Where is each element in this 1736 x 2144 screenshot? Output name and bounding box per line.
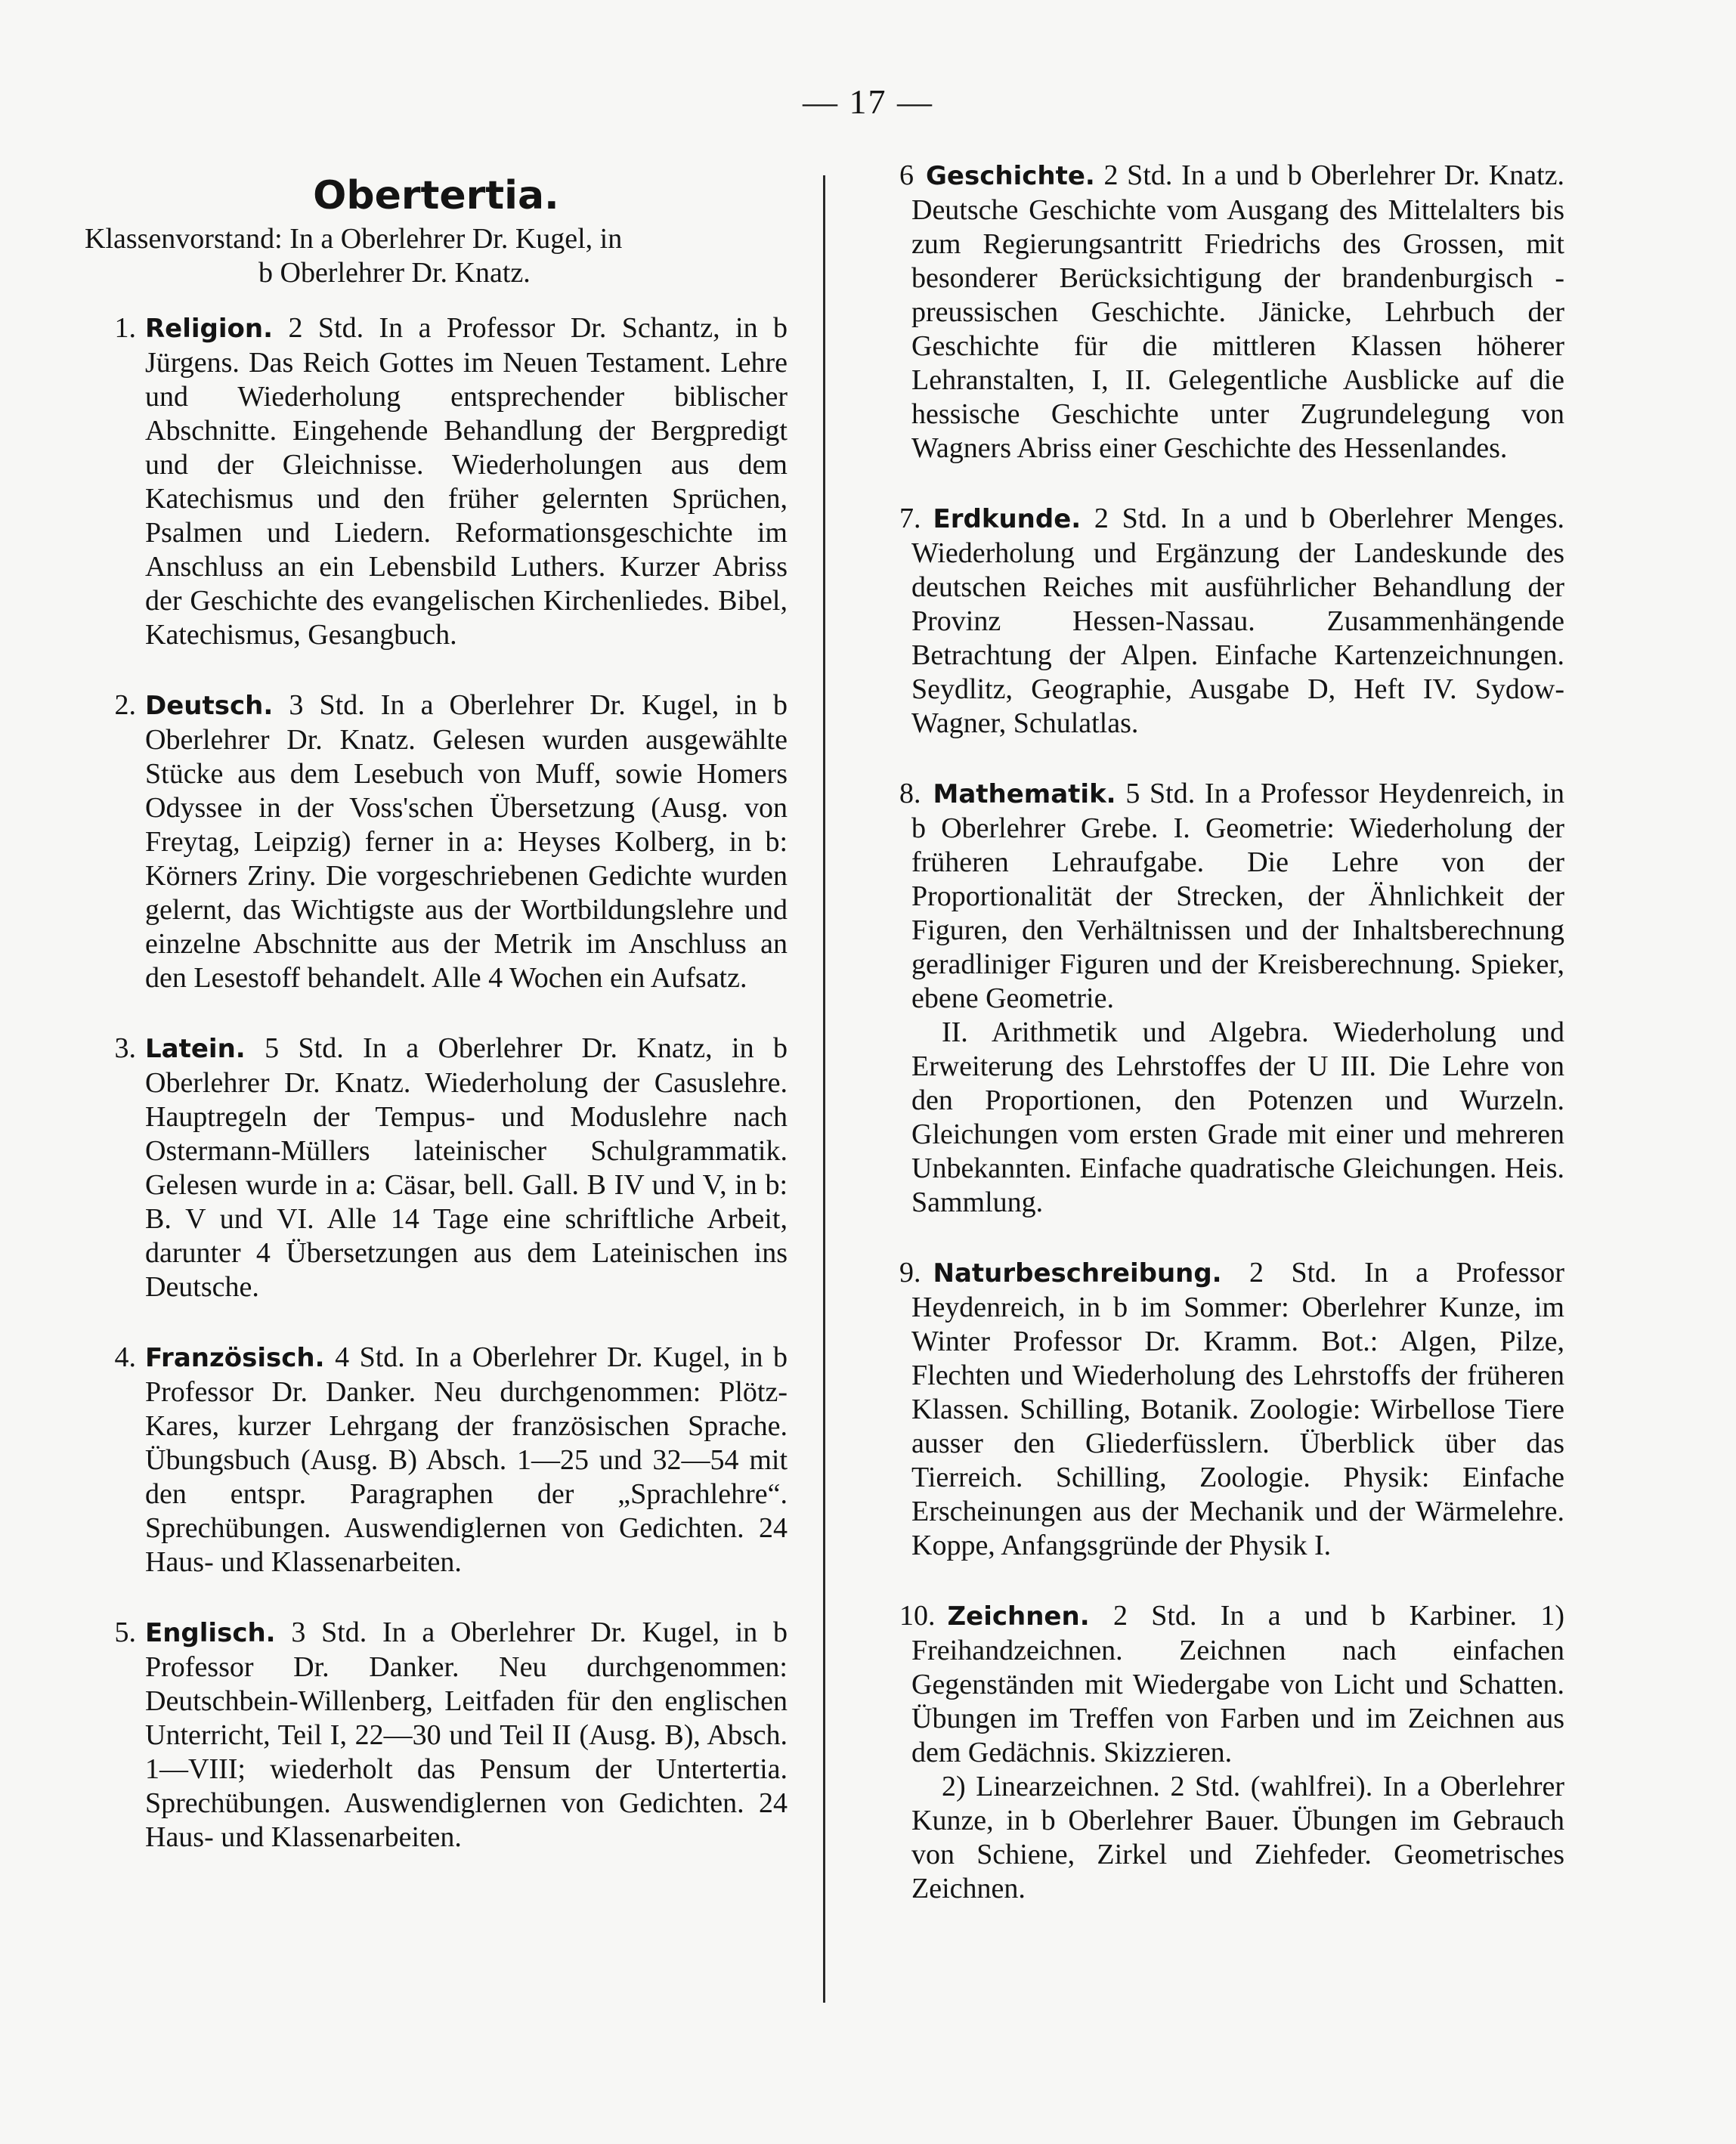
page-number: — 17 — [803, 82, 933, 121]
entry-text-2: 2) Linearzeichnen. 2 Std. (wahlfrei). In a Oberlehrer Kunze, in b Oberlehrer Bauer. Übungen im Gebrauch von Schiene, Zirkel und Ziehfeder. Geometrisches Zeichnen. [911, 1771, 1564, 1904]
entry-subject: Naturbeschreibung. [933, 1258, 1222, 1289]
entry-mathematik [899, 777, 1564, 1220]
entry-englisch [85, 1616, 788, 1855]
entry-text-2: II. Arithmetik und Algebra. Wiederholung und Erweiterung des Lehrstoffes der U III. Die Lehre von den Proportionen, den Potenzen und Wurzeln. Gleichungen vom ersten Grade mit einer und mehreren Unbekannten. Einfache quadratische Gleichungen. Heis. Sammlung. [911, 1016, 1564, 1218]
entry-text: 5 Std. In a Professor Heydenreich, in b Oberlehrer Grebe. I. Geometrie: Wiederholung der früheren Lehraufgabe. Die Lehre von der Proportionalität der Strecken, der Ähnlichkeit der Figuren, den Verhältnissen und der Inhaltsberechnung geradliniger Figuren und der Kreisberechnung. Spieker, ebene Geometrie. [911, 778, 1565, 1014]
entry-number: 2. [114, 689, 136, 721]
entry-subject: Erdkunde. [933, 504, 1082, 534]
entry-number: 4. [114, 1341, 136, 1373]
entry-number: 1. [114, 312, 136, 344]
section-title: Obertertia. [313, 173, 559, 218]
entry-number: 8. [899, 778, 921, 809]
entry-number: 3. [114, 1032, 136, 1064]
entry-subject: Latein. [145, 1034, 246, 1064]
entry-subject: Englisch. [145, 1618, 276, 1648]
class-teacher-label: Klassenvorstand: [85, 223, 283, 255]
class-teacher [85, 222, 788, 290]
entry-text: 4 Std. In a Oberlehrer Dr. Kugel, in b Professor Dr. Danker. Neu durchgenommen: Plötz-Kares, kurzer Lehrgang der französischen Sprache. Übungsbuch (Ausg. B) Absch. 1—25 und 32—54 mit den entspr. Paragraphen der „Sprachlehre“. Sprechübungen. Auswendiglernen von Gedichten. 24 Haus- und Klassenarbeiten. [145, 1341, 788, 1578]
entry-subject: Geschichte. [926, 161, 1095, 191]
entry-subject: Deutsch. [145, 691, 274, 721]
entry-deutsch [85, 688, 788, 995]
entry-number: 9. [899, 1257, 921, 1289]
entry-religion [85, 311, 788, 652]
column-divider [823, 175, 825, 2003]
entry-naturbeschreibung [899, 1256, 1564, 1563]
entry-text: 2 Std. In a und b Karbiner. 1) Freihandzeichnen. Zeichnen nach einfachen Gegenständen mit Wiedergabe von Licht und Schatten. Übungen im Treffen von Farben und im Zeichnen aus dem Gedächnis. Skizzieren. [911, 1600, 1565, 1768]
entry-subject: Mathematik. [933, 779, 1116, 809]
entry-number: 7. [899, 503, 921, 534]
left-column [85, 159, 788, 1891]
entry-text: 5 Std. In a Oberlehrer Dr. Knatz, in b Oberlehrer Dr. Knatz. Wiederholung der Casuslehre. Hauptregeln der Tempus- und Moduslehre nach Ostermann-Müllers lateinischer Schulgrammatik. Gelesen wurde in a: Cäsar, bell. Gall. B IV und V, in b: B. V und VI. Alle 14 Tage eine schriftliche Arbeit, darunter 4 Übersetzungen aus dem Lateinischen ins Deutsche. [145, 1032, 788, 1303]
entry-number: 10. [899, 1600, 936, 1632]
right-column [899, 159, 1564, 1942]
entry-text: 3 Std. In a Oberlehrer Dr. Kugel, in b Professor Dr. Danker. Neu durchgenommen: Deutschbein-Willenberg, Leitfaden für den englischen Unterricht, Teil I, 22—30 und Teil II (Ausg. B), Absch. 1—VIII; wiederholt das Pensum der Untertertia. Sprechübungen. Auswendiglernen von Gedichten. 24 Haus- und Klassenarbeiten. [145, 1617, 788, 1853]
entry-text: 2 Std. In a und b Oberlehrer Menges. Wiederholung und Ergänzung der Landeskunde des deutschen Reiches mit ausführlicher Behandlung der Provinz Hessen-Nassau. Zusammenhängende Betrachtung der Alpen. Einfache Kartenzeichnungen. Seydlitz, Geographie, Ausgabe D, Heft IV. Sydow-Wagner, Schulatlas. [911, 503, 1564, 739]
entry-number: 6 [899, 159, 914, 191]
entry-text: 2 Std. In a und b Oberlehrer Dr. Knatz. Deutsche Geschichte vom Ausgang des Mittelalters bis zum Regierungsantritt Friedrichs des Grossen, mit besonderer Berücksichtigung der brandenburgisch - preussischen Geschichte. Jänicke, Lehrbuch der Geschichte für die mittleren Klassen höherer Lehranstalten, I, II. Gelegentliche Ausblicke auf die hessische Geschichte unter Zugrundelegung von Wagners Abriss einer Geschichte des Hessenlandes. [911, 159, 1564, 464]
class-teacher-text: In a Oberlehrer Dr. Kugel, in [289, 223, 623, 255]
class-teacher-cont: b Oberlehrer Dr. Knatz. [258, 257, 531, 289]
entry-subject: Zeichnen. [947, 1601, 1090, 1632]
entry-latein [85, 1032, 788, 1304]
entry-subject: Religion. [145, 314, 274, 344]
entry-number: 5. [114, 1617, 136, 1648]
entry-text: 3 Std. In a Oberlehrer Dr. Kugel, in b Oberlehrer Dr. Knatz. Gelesen wurden ausgewählte Stücke aus dem Lesebuch von Muff, sowie Homers Odyssee in der Voss'schen Übersetzung (Ausg. von Freytag, Leipzig) ferner in a: Heyses Kolberg, in b: Körners Zriny. Die vorgeschriebenen Gedichte wurden gelernt, das Wichtigste aus der Wortbildungslehre und einzelne Abschnitte aus der Metrik im Anschluss an den Lesestoff behandelt. Alle 4 Wochen ein Aufsatz. [145, 689, 788, 994]
entry-zeichnen [899, 1599, 1564, 1906]
entry-franzoesisch [85, 1341, 788, 1579]
entry-text: 2 Std. In a Professor Dr. Schantz, in b Jürgens. Das Reich Gottes im Neuen Testament. Lehre und Wiederholung entsprechender biblischer Abschnitte. Eingehende Behandlung der Bergpredigt und der Gleichnisse. Wiederholungen aus dem Katechismus und den früher gelernten Sprüchen, Psalmen und Liedern. Reformationsgeschichte im Anschluss an ein Lebensbild Luthers. Kurzer Abriss der Geschichte des evangelischen Kirchenliedes. Bibel, Katechismus, Gesangbuch. [145, 312, 788, 651]
entry-text: 2 Std. In a Professor Heydenreich, in b im Sommer: Oberlehrer Kunze, im Winter Professor Dr. Kramm. Bot.: Algen, Pilze, Flechten und Wiederholung des Lehrstoffs der früheren Klassen. Schilling, Botanik. Zoologie: Wirbellose Tiere ausser den Gliederfüsslern. Überblick über das Tierreich. Schilling, Zoologie. Physik: Einfache Erscheinungen aus der Mechanik und der Wärmelehre. Koppe, Anfangsgründe der Physik I. [911, 1257, 1564, 1561]
entry-subject: Französisch. [145, 1343, 325, 1373]
entry-geschichte [899, 159, 1564, 466]
entry-erdkunde [899, 502, 1564, 741]
